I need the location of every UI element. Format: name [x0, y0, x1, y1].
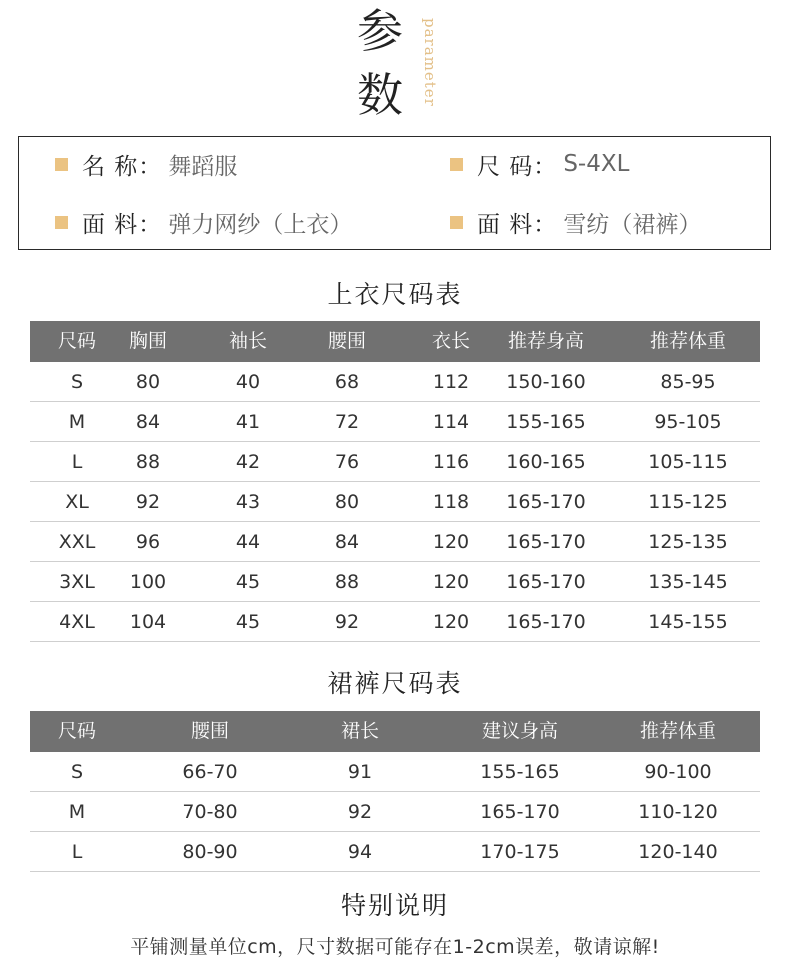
table-cell: 80 — [334, 491, 360, 513]
table-cell: 70-80 — [182, 801, 238, 823]
column-header: 腰围 — [190, 720, 230, 742]
table-cell: 92 — [135, 491, 161, 513]
table-cell: 165-170 — [506, 571, 586, 593]
column-header: 裙长 — [340, 720, 380, 742]
table-cell: 42 — [235, 451, 261, 473]
table-cell: L — [71, 841, 83, 863]
table-cell: 44 — [235, 531, 261, 553]
column-header: 袖长 — [228, 330, 268, 352]
table-cell: 150-160 — [506, 371, 586, 393]
info-item-name — [55, 149, 237, 179]
table-cell: 120-140 — [638, 841, 718, 863]
table-row — [30, 442, 760, 482]
table-cell: 95-105 — [654, 411, 722, 433]
table-cell: 84 — [135, 411, 161, 433]
table-row — [30, 832, 760, 872]
table-cell: L — [71, 451, 83, 473]
table-row — [30, 402, 760, 442]
table-cell: 120 — [432, 531, 470, 553]
table-cell: 90-100 — [644, 761, 712, 783]
page-title-char-2: 数 — [357, 68, 403, 122]
table-cell: 100 — [129, 571, 167, 593]
page-title-char-1: 参 — [357, 4, 403, 58]
table-cell: 43 — [235, 491, 261, 513]
table-cell: 160-165 — [506, 451, 586, 473]
table-cell: 72 — [334, 411, 360, 433]
table-cell: 80 — [135, 371, 161, 393]
table-cell: 155-165 — [480, 761, 560, 783]
table-row — [30, 482, 760, 522]
table-cell: 105-115 — [648, 451, 728, 473]
table-cell: 120 — [432, 571, 470, 593]
table-cell: 45 — [235, 571, 261, 593]
table-header — [30, 321, 760, 362]
table-cell: 80-90 — [182, 841, 238, 863]
table-cell: 92 — [334, 611, 360, 633]
table-cell: 155-165 — [506, 411, 586, 433]
square-bullet-icon — [450, 216, 463, 229]
table-row — [30, 602, 760, 642]
info-label: 面 料： — [82, 211, 163, 238]
table-cell: M — [68, 411, 86, 433]
table-cell: 165-170 — [506, 531, 586, 553]
table-cell: 112 — [432, 371, 470, 393]
table-cell: S — [70, 761, 84, 783]
table-cell: 94 — [347, 841, 373, 863]
table-cell: 88 — [135, 451, 161, 473]
table-cell: 118 — [432, 491, 470, 513]
table-cell: S — [70, 371, 84, 393]
table-cell: M — [68, 801, 86, 823]
table-cell: 110-120 — [638, 801, 718, 823]
table-cell: 88 — [334, 571, 360, 593]
column-header: 推荐体重 — [639, 720, 717, 742]
info-item-top-fabric — [55, 207, 352, 237]
info-item-bottom-fabric — [450, 207, 701, 237]
column-header: 推荐体重 — [649, 330, 727, 352]
table-header — [30, 711, 760, 752]
info-value: 雪纺（裙裤） — [563, 211, 702, 238]
table-cell: 115-125 — [648, 491, 728, 513]
table-cell: 45 — [235, 611, 261, 633]
table-cell: 125-135 — [648, 531, 728, 553]
column-header: 推荐身高 — [507, 330, 585, 352]
square-bullet-icon — [55, 216, 68, 229]
notes-text: 平铺测量单位cm，尺寸数据可能存在1-2cm误差，敬请谅解! — [130, 936, 660, 958]
info-item-size — [450, 149, 629, 179]
column-header: 尺码 — [57, 720, 97, 742]
product-info-box — [18, 136, 771, 250]
table-row — [30, 522, 760, 562]
page-subtitle: parameter — [421, 18, 439, 107]
table-cell: 40 — [235, 371, 261, 393]
table-row — [30, 792, 760, 832]
table-cell: 76 — [334, 451, 360, 473]
table-row — [30, 752, 760, 792]
table-cell: 120 — [432, 611, 470, 633]
column-header: 胸围 — [128, 330, 168, 352]
table-cell: 85-95 — [660, 371, 716, 393]
table-cell: 104 — [129, 611, 167, 633]
column-header: 建议身高 — [481, 720, 559, 742]
table-cell: 165-170 — [506, 491, 586, 513]
bottom-table-title: 裙裤尺码表 — [327, 669, 463, 698]
info-label: 尺 码： — [477, 153, 558, 180]
table-cell: XL — [65, 491, 89, 513]
table-cell: 66-70 — [182, 761, 238, 783]
info-value: 舞蹈服 — [168, 153, 238, 180]
table-cell: 165-170 — [506, 611, 586, 633]
top-table-title: 上衣尺码表 — [327, 280, 463, 309]
top-size-table — [30, 321, 760, 642]
table-cell: 116 — [432, 451, 470, 473]
table-cell: XXL — [58, 531, 96, 553]
table-cell: 145-155 — [648, 611, 728, 633]
square-bullet-icon — [450, 158, 463, 171]
table-cell: 68 — [334, 371, 360, 393]
table-row — [30, 362, 760, 402]
info-label: 面 料： — [477, 211, 558, 238]
column-header: 尺码 — [57, 330, 97, 352]
table-cell: 92 — [347, 801, 373, 823]
table-cell: 96 — [135, 531, 161, 553]
info-value: S-4XL — [563, 151, 630, 177]
notes-title: 特别说明 — [340, 891, 449, 920]
table-cell: 4XL — [59, 611, 95, 633]
table-cell: 165-170 — [480, 801, 560, 823]
info-value: 弹力网纱（上衣） — [168, 211, 353, 238]
table-cell: 135-145 — [648, 571, 728, 593]
table-cell: 41 — [235, 411, 261, 433]
column-header: 腰围 — [327, 330, 367, 352]
table-cell: 114 — [432, 411, 470, 433]
column-header: 衣长 — [431, 330, 471, 352]
table-cell: 84 — [334, 531, 360, 553]
table-cell: 91 — [347, 761, 373, 783]
table-row — [30, 562, 760, 602]
bottom-size-table — [30, 711, 760, 872]
square-bullet-icon — [55, 158, 68, 171]
table-cell: 170-175 — [480, 841, 560, 863]
table-cell: 3XL — [59, 571, 95, 593]
info-label: 名 称： — [82, 153, 163, 180]
